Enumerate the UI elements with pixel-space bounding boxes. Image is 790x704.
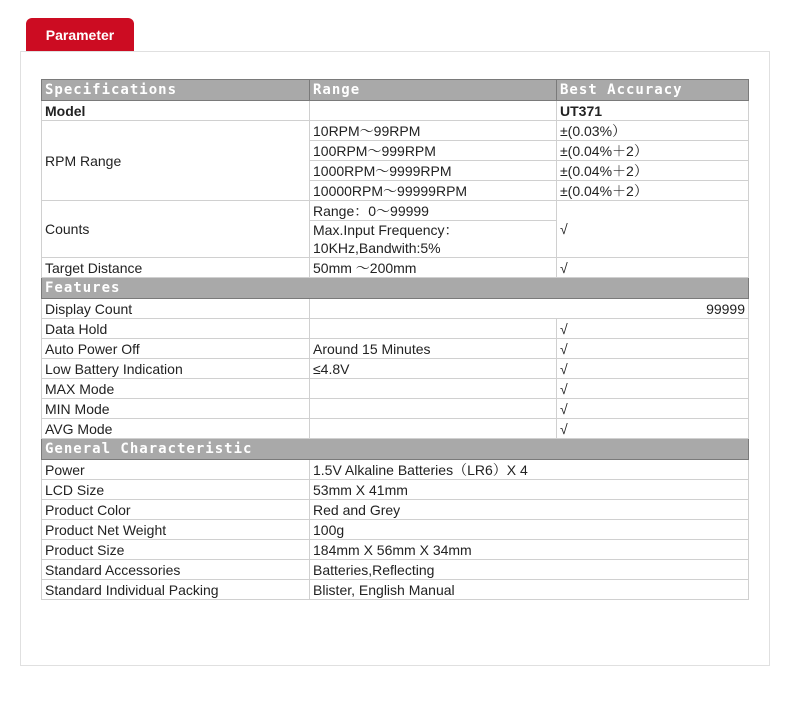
general-value: 184mm X 56mm X 34mm bbox=[310, 540, 749, 560]
general-value: Blister, English Manual bbox=[310, 580, 749, 600]
parameter-tab[interactable] bbox=[26, 18, 134, 52]
model-label: Model bbox=[42, 101, 310, 121]
rpm-range: 100RPM～999RPM bbox=[310, 141, 557, 161]
general-label: Product Size bbox=[42, 540, 310, 560]
general-label: Standard Accessories bbox=[42, 560, 310, 580]
table-row bbox=[42, 379, 749, 399]
target-label: Target Distance bbox=[42, 258, 310, 278]
rpm-range: 10000RPM～99999RPM bbox=[310, 181, 557, 201]
feature-label: Low Battery Indication bbox=[42, 359, 310, 379]
rpm-accuracy: ±(0.04%＋2） bbox=[557, 181, 749, 201]
table-row bbox=[42, 480, 749, 500]
feature-value: √ bbox=[557, 399, 749, 419]
rpm-accuracy: ±(0.04%＋2） bbox=[557, 141, 749, 161]
feature-label: Auto Power Off bbox=[42, 339, 310, 359]
general-label: Product Net Weight bbox=[42, 520, 310, 540]
table-row bbox=[42, 500, 749, 520]
features-header-row bbox=[42, 278, 749, 299]
rpm-accuracy: ±(0.03%） bbox=[557, 121, 749, 141]
model-value: UT371 bbox=[557, 101, 749, 121]
header-specifications: Specifications bbox=[42, 80, 310, 101]
feature-label: MIN Mode bbox=[42, 399, 310, 419]
feature-label: MAX Mode bbox=[42, 379, 310, 399]
table-row bbox=[42, 258, 749, 278]
feature-range: Around 15 Minutes bbox=[310, 339, 557, 359]
table-row bbox=[42, 121, 749, 141]
table-row bbox=[42, 399, 749, 419]
table-row bbox=[42, 359, 749, 379]
feature-value: √ bbox=[557, 339, 749, 359]
spec-header-row bbox=[42, 80, 749, 101]
general-value: Red and Grey bbox=[310, 500, 749, 520]
feature-value: √ bbox=[557, 359, 749, 379]
counts-frequency: Max.Input Frequency：10KHz,Bandwith:5% bbox=[310, 221, 557, 258]
feature-range bbox=[310, 379, 557, 399]
counts-range: Range：0～99999 bbox=[310, 201, 557, 221]
feature-range bbox=[310, 319, 557, 339]
general-value: Batteries,Reflecting bbox=[310, 560, 749, 580]
table-row bbox=[42, 460, 749, 480]
table-row bbox=[42, 540, 749, 560]
target-accuracy: √ bbox=[557, 258, 749, 278]
general-label: Standard Individual Packing bbox=[42, 580, 310, 600]
table-row bbox=[42, 580, 749, 600]
rpm-accuracy: ±(0.04%＋2） bbox=[557, 161, 749, 181]
table-row bbox=[42, 299, 749, 319]
header-range: Range bbox=[310, 80, 557, 101]
parameter-tab-label: Parameter bbox=[45, 27, 115, 43]
feature-value: √ bbox=[557, 379, 749, 399]
general-value: 1.5V Alkaline Batteries（LR6）X 4 bbox=[310, 460, 749, 480]
general-value: 53mm X 41mm bbox=[310, 480, 749, 500]
feature-value: 99999 bbox=[310, 299, 749, 319]
feature-range: ≤4.8V bbox=[310, 359, 557, 379]
spec-table bbox=[41, 79, 749, 600]
rpm-range: 1000RPM～9999RPM bbox=[310, 161, 557, 181]
table-row bbox=[42, 560, 749, 580]
feature-range bbox=[310, 399, 557, 419]
feature-label: Display Count bbox=[42, 299, 310, 319]
table-row bbox=[42, 339, 749, 359]
general-value: 100g bbox=[310, 520, 749, 540]
table-row bbox=[42, 319, 749, 339]
counts-accuracy: √ bbox=[557, 201, 749, 258]
feature-range bbox=[310, 419, 557, 439]
rpm-label: RPM Range bbox=[42, 121, 310, 201]
general-label: Product Color bbox=[42, 500, 310, 520]
feature-value: √ bbox=[557, 419, 749, 439]
general-header-row bbox=[42, 439, 749, 460]
general-label: Power bbox=[42, 460, 310, 480]
table-row bbox=[42, 520, 749, 540]
counts-label: Counts bbox=[42, 201, 310, 258]
table-row bbox=[42, 101, 749, 121]
header-accuracy: Best Accuracy bbox=[557, 80, 749, 101]
target-range: 50mm ～200mm bbox=[310, 258, 557, 278]
feature-value: √ bbox=[557, 319, 749, 339]
table-row bbox=[42, 201, 749, 221]
features-header: Features bbox=[42, 278, 749, 299]
feature-label: AVG Mode bbox=[42, 419, 310, 439]
table-row bbox=[42, 419, 749, 439]
feature-label: Data Hold bbox=[42, 319, 310, 339]
rpm-range: 10RPM～99RPM bbox=[310, 121, 557, 141]
general-label: LCD Size bbox=[42, 480, 310, 500]
general-header: General Characteristic bbox=[42, 439, 749, 460]
